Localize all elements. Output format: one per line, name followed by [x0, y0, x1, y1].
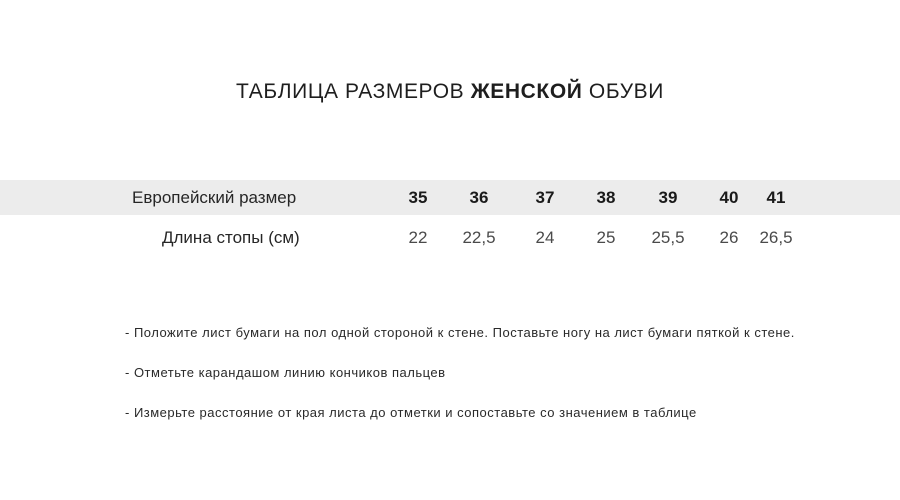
- size-cell: 40: [719, 188, 739, 207]
- size-cell: 41: [766, 188, 786, 207]
- title-emphasis: ЖЕНСКОЙ: [470, 80, 583, 103]
- size-cell: 37: [535, 188, 555, 207]
- length-row: [0, 220, 900, 255]
- size-row: [0, 180, 900, 215]
- length-cell: 26: [719, 228, 739, 247]
- size-row-label: Европейский размер: [132, 188, 297, 207]
- instruction-line: - Измерьте расстояние от края листа до отметки и сопоставьте со значением в таблице: [125, 405, 697, 420]
- instruction-line: - Положите лист бумаги на пол одной стороной к стене. Поставьте ногу на лист бумаги пяткой к стене.: [125, 325, 795, 340]
- length-cell: 25,5: [651, 228, 685, 247]
- length-row-label: Длина стопы (см): [162, 228, 300, 247]
- title-prefix: ТАБЛИЦА РАЗМЕРОВ: [236, 80, 471, 103]
- size-cell: 39: [658, 188, 678, 207]
- size-cell: 38: [596, 188, 616, 207]
- length-cell: 26,5: [759, 228, 793, 247]
- length-cell: 24: [535, 228, 555, 247]
- size-cell: 36: [469, 188, 489, 207]
- size-cell: 35: [408, 188, 428, 207]
- length-cell: 25: [596, 228, 616, 247]
- title-suffix: ОБУВИ: [582, 80, 664, 103]
- length-cell: 22,5: [462, 228, 496, 247]
- page-title: [0, 80, 900, 104]
- length-cell: 22: [408, 228, 428, 247]
- instruction-line: - Отметьте карандашом линию кончиков пальцев: [125, 365, 446, 380]
